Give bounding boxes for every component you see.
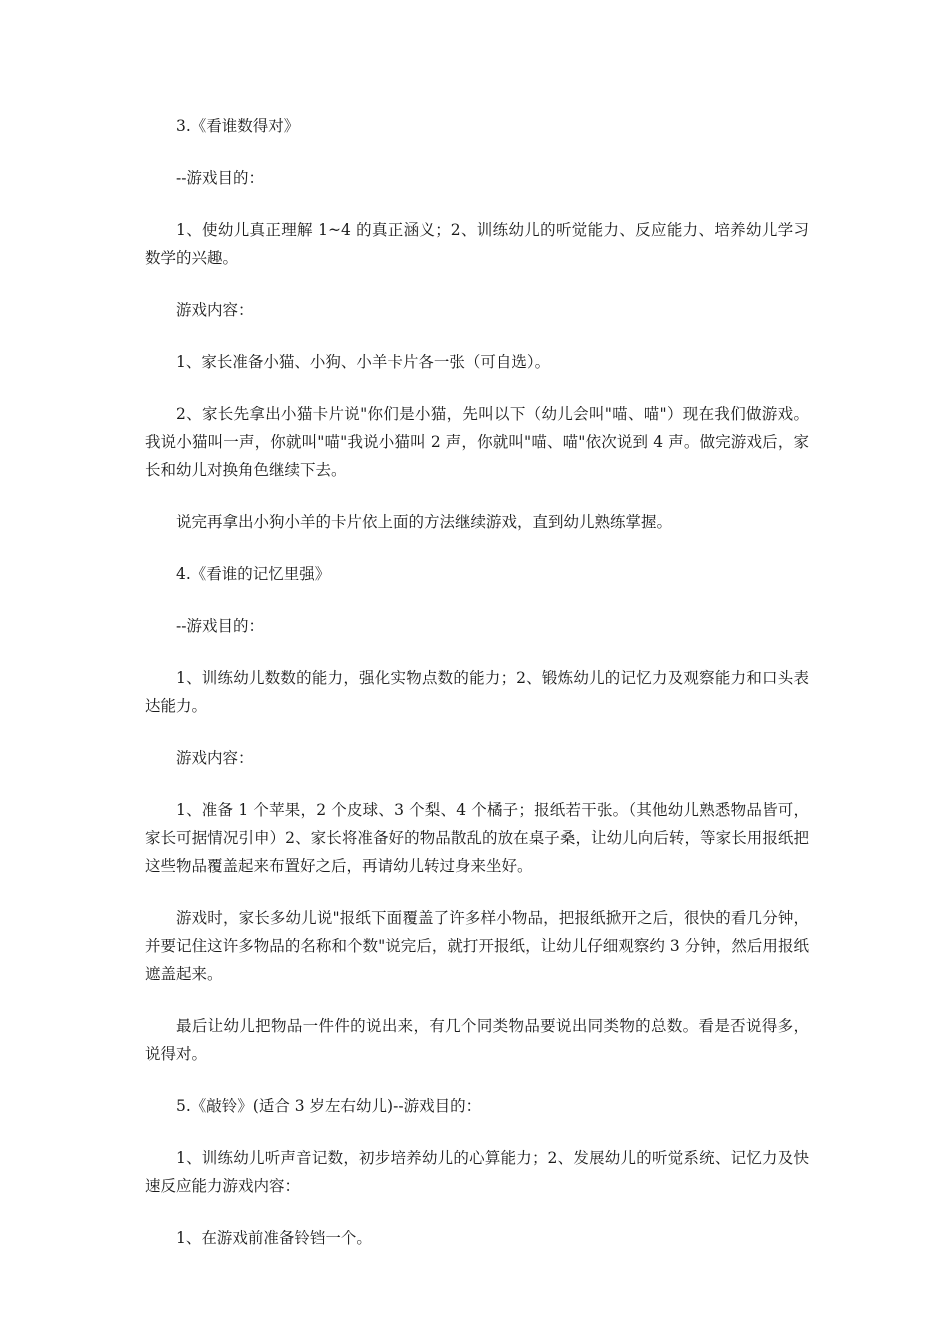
paragraph: 1、准备 1 个苹果，2 个皮球、3 个梨、4 个橘子；报纸若干张。（其他幼儿熟悉物品皆可，家长可据情况引申）2、家长将准备好的物品散乱的放在桌子桑，让幼儿向后转，等家长用报纸把这些物品覆盖起来布置好之后，再请幼儿转过身来坐好。 (145, 801, 809, 875)
paragraph: 1、训练幼儿听声音记数，初步培养幼儿的心算能力；2、发展幼儿的听觉系统、记忆力及快速反应能力游戏内容： (145, 1149, 809, 1195)
game-purpose-label: --游戏目的： (176, 169, 264, 187)
section-heading-5: 5.《敲铃》(适合 3 岁左右幼儿)--游戏目的： (176, 1097, 482, 1115)
paragraph: 1、家长准备小猫、小狗、小羊卡片各一张（可自选）。 (176, 353, 551, 371)
game-content-label: 游戏内容： (176, 301, 254, 319)
game-content-label: 游戏内容： (176, 749, 254, 767)
document-body (145, 112, 809, 1276)
section-heading-4: 4.《看谁的记忆里强》 (176, 565, 331, 583)
section-heading-3: 3.《看谁数得对》 (176, 117, 300, 135)
paragraph: 1、在游戏前准备铃铛一个。 (176, 1229, 372, 1247)
paragraph: 游戏时，家长多幼儿说"报纸下面覆盖了许多样小物品，把报纸掀开之后，很快的看几分钟，并要记住这许多物品的名称和个数"说完后，就打开报纸，让幼儿仔细观察约 3 分钟，然后用报纸遮盖起来。 (145, 909, 809, 983)
paragraph: 最后让幼儿把物品一件件的说出来，有几个同类物品要说出同类物的总数。看是否说得多，说得对。 (145, 1017, 809, 1063)
paragraph: 2、家长先拿出小猫卡片说"你们是小猫，先叫以下（幼儿会叫"喵、喵"）现在我们做游戏。我说小猫叫一声，你就叫"喵"我说小猫叫 2 声，你就叫"喵、喵"依次说到 4 声。做完游戏后，家长和幼儿对换角色继续下去。 (145, 405, 809, 479)
paragraph: 1、训练幼儿数数的能力，强化实物点数的能力；2、锻炼幼儿的记忆力及观察能力和口头表达能力。 (145, 669, 809, 715)
paragraph: 说完再拿出小狗小羊的卡片依上面的方法继续游戏，直到幼儿熟练掌握。 (176, 513, 673, 531)
paragraph: 1、使幼儿真正理解 1~4 的真正涵义；2、训练幼儿的听觉能力、反应能力、培养幼儿学习数学的兴趣。 (145, 221, 809, 267)
game-purpose-label: --游戏目的： (176, 617, 264, 635)
